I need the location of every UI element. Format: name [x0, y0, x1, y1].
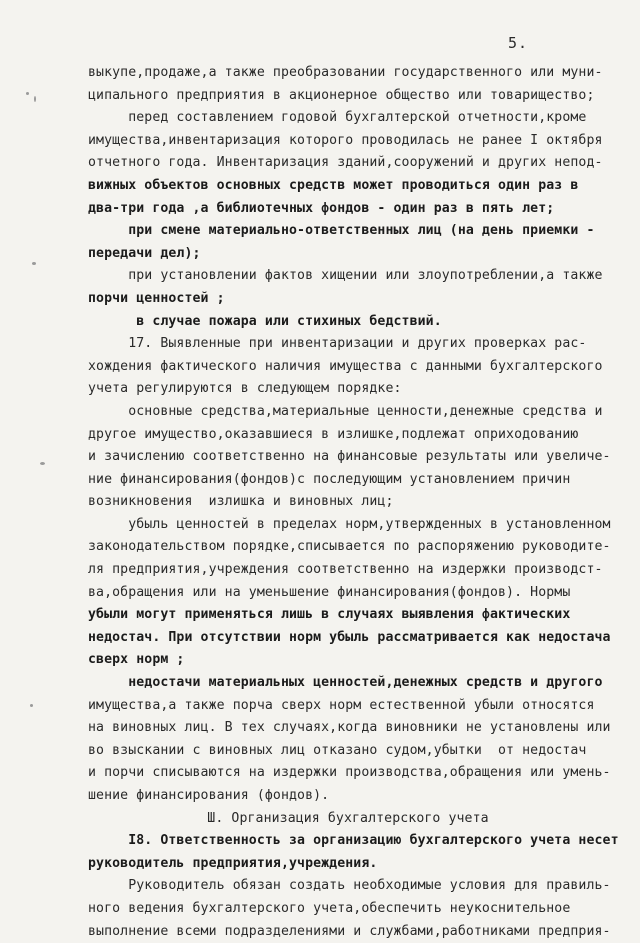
text-line: порчи ценностей ; [88, 290, 225, 306]
text-line: имущества,инвентаризация которого проводилась не ранее I октября [88, 132, 603, 148]
text-line: отчетного года. Инвентаризация зданий,сооружений и других непод- [88, 155, 603, 171]
section-heading: Ш. Организация бухгалтерского учета [207, 810, 489, 826]
text-line: два-три года ,а библиотечных фондов - один раз в пять лет; [88, 200, 555, 216]
text-line: убыли могут применяться лишь в случаях выявления фактических [88, 607, 571, 623]
text-line: при установлении фактов хищении или злоупотреблении,а также [88, 268, 603, 284]
text-line: основные средства,материальные ценности,денежные средства и [88, 403, 603, 419]
text-line: убыль ценностей в пределах норм,утвержденных в установленном [88, 516, 611, 532]
text-line: в случае пожара или стихиных бедствий. [88, 313, 442, 329]
text-line: и порчи списываются на издержки производства,обращения или умень- [88, 765, 611, 781]
text-line: и зачислению соответственно на финансовые результаты или увеличе- [88, 449, 611, 465]
scan-mark [40, 462, 45, 465]
scan-mark [30, 704, 33, 707]
text-line: Руководитель обязан создать необходимые условия для правиль- [88, 878, 611, 894]
text-line: I8. Ответственность за организацию бухгалтерского учета несет [88, 833, 619, 849]
text-line: другое имущество,оказавшиеся в излишке,подлежат оприходованию [88, 426, 579, 442]
text-line: ля предприятия,учреждения соответственно на издержки производст- [88, 562, 603, 578]
text-line: во взыскании с виновных лиц отказано судом,убытки от недостач [88, 742, 587, 758]
text-line: руководитель предприятия,учреждения. [88, 855, 378, 871]
text-line: законодательством порядке,списывается по распоряжению руководите- [88, 539, 611, 555]
text-line: ципального предприятия в акционерное общество или товарищество; [88, 87, 595, 103]
text-line: выполнение всеми подразделениями и службами,работниками предприя- [88, 923, 611, 939]
text-line: передачи дел); [88, 245, 201, 261]
text-line: ного ведения бухгалтерского учета,обеспечить неукоснительное [88, 900, 571, 916]
text-line: вижных объектов основных средств может проводиться один раз в [88, 177, 579, 193]
text-line: недостач. При отсутствии норм убыль рассматривается как недостача [88, 629, 611, 645]
document-body [88, 62, 619, 943]
text-line: шение финансирования (фондов). [88, 788, 330, 803]
text-line: недостачи материальных ценностей,денежных средств и другого [88, 675, 603, 691]
text-line: ние финансирования(фондов)с последующим установлением причин [88, 471, 571, 487]
scan-mark [26, 92, 29, 95]
text-line: при смене материально-ответственных лиц (на день приемки - [88, 223, 595, 239]
text-line: хождения фактического наличия имущества с данными бухгалтерского [88, 358, 603, 374]
scan-mark [34, 96, 36, 102]
text-line: выкупе,продаже,а также преобразовании государственного или муни- [88, 65, 603, 80]
text-line: на виновных лиц. В тех случаях,когда виновники не установлены или [88, 720, 611, 736]
text-line: учета регулируются в следующем порядке: [88, 381, 402, 397]
text-line: 17. Выявленные при инвентаризации и других проверках рас- [88, 336, 587, 352]
text-line: имущества,а также порча сверх норм естественной убыли относятся [88, 697, 595, 713]
text-line: ва,обращения или на уменьшение финансирования(фондов). Нормы [88, 584, 571, 600]
text-line: перед составлением годовой бухгалтерской отчетности,кроме [88, 110, 587, 126]
scan-mark [32, 262, 36, 265]
page-number: 5. [508, 34, 529, 52]
text-line: возникновения излишка и виновных лиц; [88, 494, 394, 510]
text-line: сверх норм ; [88, 652, 185, 668]
